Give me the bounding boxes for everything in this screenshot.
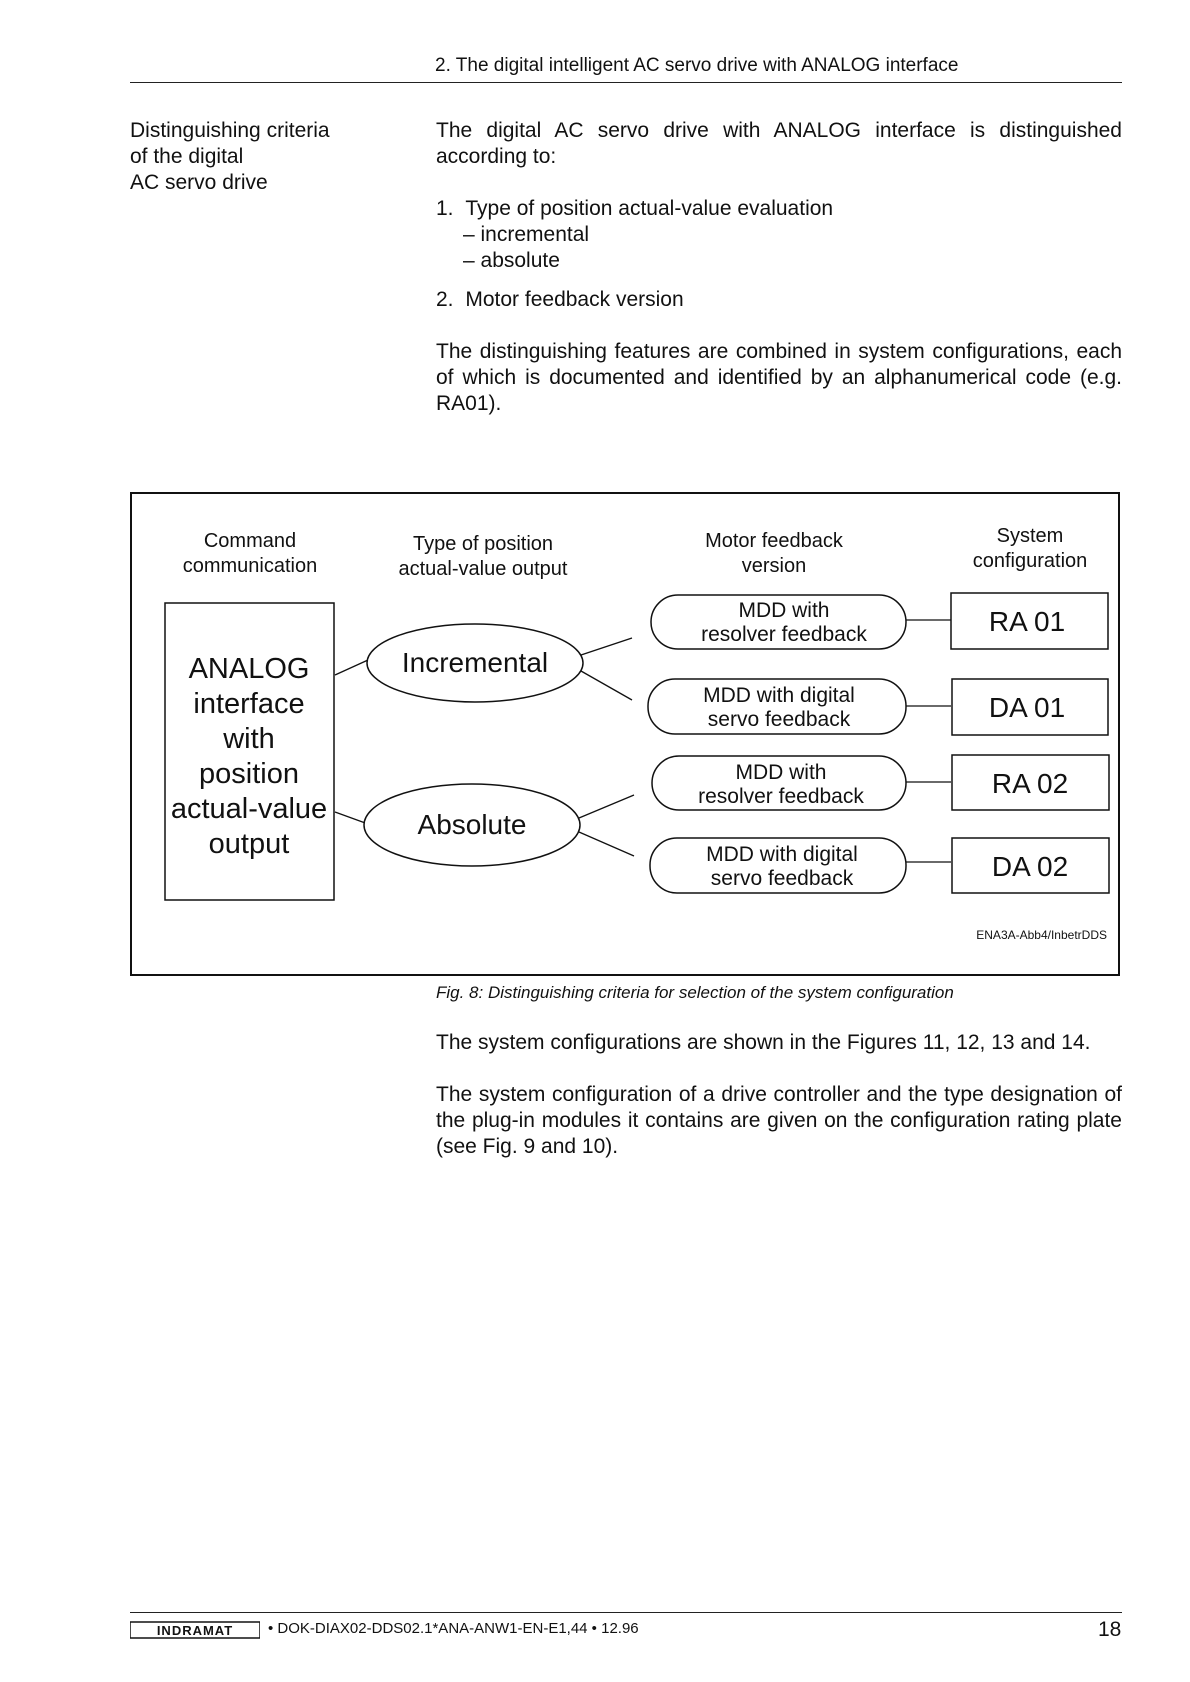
list-label: Motor feedback version xyxy=(465,288,684,311)
absolute-label: Absolute xyxy=(417,809,527,840)
margin-note-line: of the digital xyxy=(130,145,244,168)
analog-line: actual-value xyxy=(170,793,328,825)
header-command-line1: Command xyxy=(203,530,297,552)
feedback-f2-line1: MDD with digital xyxy=(703,684,855,707)
connector-line xyxy=(581,671,632,700)
indramat-logo xyxy=(130,1620,260,1645)
list-item-1 xyxy=(436,196,833,222)
feedback-f2-line2: servo feedback xyxy=(707,708,851,731)
connector-line xyxy=(335,812,368,824)
analog-line: with xyxy=(223,723,275,755)
list-label: Type of position actual-value evaluation xyxy=(465,197,834,220)
margin-note xyxy=(130,118,390,196)
analog-line: ANALOG xyxy=(188,653,310,685)
feedback-f4-line2: servo feedback xyxy=(710,867,854,890)
config-da02: DA 02 xyxy=(991,851,1069,882)
header-system-line1: System xyxy=(996,525,1064,547)
connector-line xyxy=(335,660,368,675)
config-ra02: RA 02 xyxy=(991,768,1069,799)
connector-line xyxy=(581,638,632,655)
header-motor-line1: Motor feedback xyxy=(705,530,843,552)
analog-line: position xyxy=(199,758,299,790)
list-subitem: – absolute xyxy=(463,249,560,272)
plate-paragraph: The system configuration of a drive controller and the type designation of the plug-in modules it contains are given on the configuration rating plate (see Fig. 9 and 10). xyxy=(436,1083,1122,1158)
figures-paragraph: The system configurations are shown in the Figures 11, 12, 13 and 14. xyxy=(436,1031,1091,1054)
footer-doc-number: • DOK-DIAX02-DDS02.1*ANA-ANW1-EN-E1,44 • 12.96 xyxy=(268,1620,639,1637)
analog-line: interface xyxy=(193,688,305,720)
criteria-diagram xyxy=(132,494,1118,974)
list-subitem: – incremental xyxy=(463,223,590,246)
connector-line xyxy=(579,795,634,818)
connector-line xyxy=(579,832,634,856)
intro-paragraph: The digital AC servo drive with ANALOG interface is distinguished according to: xyxy=(436,119,1122,168)
header-divider xyxy=(130,82,1122,83)
figure-caption: Fig. 8: Distinguishing criteria for selection of the system configuration xyxy=(436,983,954,1002)
margin-note-line: AC servo drive xyxy=(130,171,268,194)
list-number: 1. xyxy=(436,197,454,220)
header-title: 2. The digital intelligent AC servo drive with ANALOG interface xyxy=(435,55,959,76)
figure-frame xyxy=(130,492,1120,976)
list-item-2 xyxy=(436,287,684,313)
list-number: 2. xyxy=(436,288,454,311)
header-position-line1: Type of position xyxy=(412,533,554,555)
features-paragraph: The distinguishing features are combined in system configurations, each of which is documented and identified by an alphanumerical code (e.g. RA01). xyxy=(436,340,1122,415)
config-ra01: RA 01 xyxy=(988,606,1066,637)
config-da01: DA 01 xyxy=(988,692,1066,723)
logo-text: INDRAMAT xyxy=(156,1623,234,1638)
feedback-f3-line2: resolver feedback xyxy=(698,785,864,808)
margin-note-line: Distinguishing criteria xyxy=(130,119,330,142)
feedback-f1-line2: resolver feedback xyxy=(701,623,867,646)
footer-divider xyxy=(130,1612,1122,1613)
header-command-line2: communication xyxy=(182,555,318,577)
header-system-line2: configuration xyxy=(972,550,1088,572)
header-position-line2: actual-value output xyxy=(398,558,568,580)
figure-code: ENA3A-Abb4/InbetrDDS xyxy=(976,928,1107,942)
page-number: 18 xyxy=(1098,1618,1122,1641)
analog-line: output xyxy=(208,828,290,860)
feedback-f4-line1: MDD with digital xyxy=(706,843,858,866)
feedback-f1-line1: MDD with xyxy=(738,599,830,622)
incremental-label: Incremental xyxy=(401,647,549,678)
header-motor-line2: version xyxy=(741,555,807,577)
feedback-f3-line1: MDD with xyxy=(735,761,827,784)
